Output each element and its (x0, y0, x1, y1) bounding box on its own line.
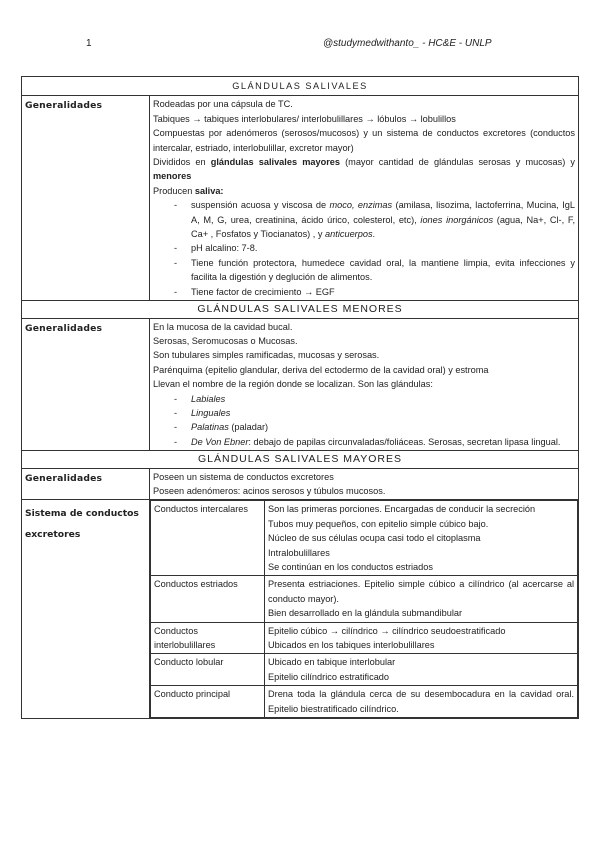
italic-text: Palatinas (191, 422, 229, 433)
bold-text: glándulas salivales mayores (210, 157, 340, 168)
text-line: Núcleo de sus células ocupa casi todo el citoplasma (268, 533, 481, 544)
section-title-row (22, 301, 579, 318)
bullet-list (153, 392, 575, 450)
notes-table (21, 76, 579, 719)
italic-text: moco, enzimas (329, 200, 393, 211)
text-line: Serosas, Seromucosas o Mucosas. (153, 335, 298, 346)
duct-row (151, 654, 578, 686)
row-label: Sistema de conductos excretores (22, 500, 150, 719)
text-line: Poseen adenómeros: acinos serosos y túbulos mucosos. (153, 485, 386, 496)
text-line (153, 155, 575, 184)
list-item: - Tiene función protectora, humedece cavidad oral, la mantiene limpia, evita infecciones y facilita la digestión y deglución de alimentos. (191, 256, 575, 285)
text-line: Son tubulares simples ramificadas, mucosas y serosas. (153, 350, 380, 361)
list-item (191, 435, 575, 449)
ducts-content (150, 500, 579, 719)
text-span: (agua, Na+, Cl-, F, Ca+ , Fosfatos y Tiocianatos) , y (191, 214, 576, 240)
text-line: Se continúan en los conductos estriados (268, 562, 433, 572)
italic-text: anticuerpos (325, 229, 373, 240)
bold-text: menores (153, 171, 192, 182)
generalidades-row (22, 96, 579, 301)
text-line: Tabiques → tabiques interlobulares/ interlobulillares → lóbulos → lobulillos (153, 113, 456, 124)
text-line: Ubicados en los tabiques interlobulillares (268, 640, 435, 651)
text-span: : debajo de papilas circunvaladas/foliáceas. Serosas, secretan lipasa lingual. (248, 436, 561, 447)
duct-description (265, 501, 578, 576)
text-line: Son las primeras porciones. Encargadas de conducir la secreción (268, 504, 536, 515)
text-span: suspensión acuosa y viscosa de (191, 200, 330, 211)
duct-name: Conducto principal (151, 686, 265, 718)
list-item: - Tiene factor de crecimiento → EGF (191, 285, 575, 299)
duct-description (265, 576, 578, 622)
text-line: Rodeadas por una cápsula de TC. (153, 99, 293, 110)
text-line: Epitelio cúbico → cilíndrico → cilíndrico seudoestratificado (268, 625, 506, 636)
duct-row (151, 576, 578, 622)
row-label: Generalidades (22, 318, 150, 451)
text-span: (paladar) (228, 422, 269, 433)
row-label: Generalidades (22, 96, 150, 301)
duct-name: Conductos interlobulillares (151, 622, 265, 654)
bullet-list (153, 198, 575, 299)
italic-text: Labiales (191, 393, 226, 404)
italic-text: De Von Ebner (191, 436, 249, 447)
duct-description (265, 654, 578, 686)
list-item (191, 406, 575, 420)
duct-name: Conductos estriados (151, 576, 265, 622)
text-line: Poseen un sistema de conductos excretores (153, 471, 334, 482)
text-span: Divididos en (153, 157, 211, 168)
text-span: (amilasa, lisozima, lactoferrina, Mucina, IgL A, M, G, urea, creatinina, ácido úrico, colesterol, etc), (191, 200, 576, 225)
duct-row (151, 686, 578, 718)
ducts-table (150, 500, 578, 718)
list-item: - pH alcalino: 7-8. (191, 241, 575, 255)
duct-row (151, 622, 578, 654)
section-title-salivales: GLÁNDULAS SALIVALES (22, 77, 579, 96)
list-item (191, 392, 575, 406)
text-line: Epitelio cilíndrico estratificado (268, 671, 390, 682)
generalidades-content (150, 468, 579, 500)
text-line: Llevan el nombre de la región donde se localizan. Son las glándulas: (153, 379, 433, 390)
ducts-row (22, 500, 579, 719)
text-line: Compuestas por adenómeros (serosos/mucosos) y un sistema de conductos excretores (conductos intercalar, estriado, interlobulillar, excretor mayor) (153, 128, 576, 153)
text-line: Drena toda la glándula cerca de su desembocadura en la cavidad oral. Epitelio biestratificado cilíndrico. (268, 689, 575, 714)
duct-name: Conducto lobular (151, 654, 265, 686)
generalidades-content (150, 96, 579, 301)
text-span: . (372, 229, 376, 240)
duct-name: Conductos intercalares (151, 501, 265, 576)
generalidades-row (22, 318, 579, 451)
list-item (191, 198, 575, 241)
duct-description (265, 622, 578, 654)
section-title-row (22, 451, 579, 468)
italic-text: Linguales (191, 407, 231, 418)
text-line: Bien desarrollado en la glándula submandibular (268, 608, 463, 619)
text-line: Ubicado en tabique interlobular (268, 657, 396, 668)
text-line: Tubos muy pequeños, con epitelio simple cúbico bajo. (268, 518, 489, 529)
italic-text: iones inorgánicos (420, 214, 494, 225)
section-title-mayores: GLÁNDULAS SALIVALES MAYORES (22, 451, 579, 468)
bold-text: saliva: (194, 185, 224, 196)
text-line: Parénquima (epitelio glandular, deriva del ectodermo de la cavidad oral) y estroma (153, 364, 489, 375)
text-line: Presenta estriaciones. Epitelio simple cúbico a cilíndrico (al acercarse al conducto mayor). (268, 579, 575, 604)
generalidades-row (22, 468, 579, 500)
row-label: Generalidades (22, 468, 150, 500)
duct-description (265, 686, 578, 718)
text-line: En la mucosa de la cavidad bucal. (153, 321, 293, 332)
header-credit: @studymedwithanto_ - HC&E - UNLP (323, 38, 492, 49)
duct-row (151, 501, 578, 576)
page-number: 1 (86, 38, 92, 49)
list-item (191, 420, 575, 434)
generalidades-content (150, 318, 579, 451)
text-line: Intralobulillares (268, 547, 330, 558)
section-title-menores: GLÁNDULAS SALIVALES MENORES (22, 301, 579, 318)
section-title-row (22, 77, 579, 96)
text-span: (mayor cantidad de glándulas serosas y mucosas) y (339, 157, 576, 168)
text-line (153, 184, 575, 198)
text-span: Producen (153, 185, 195, 196)
